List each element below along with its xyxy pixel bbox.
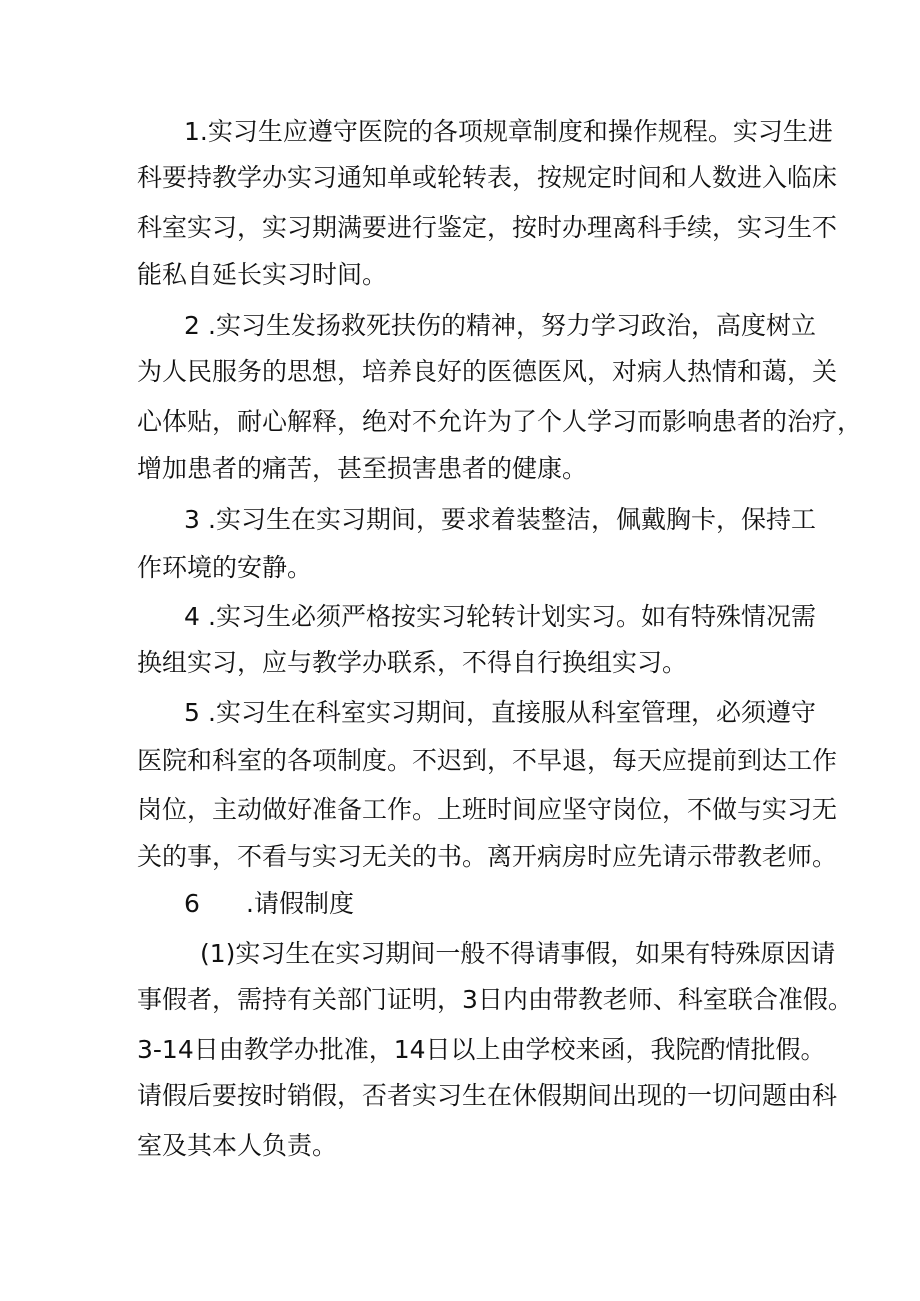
paragraph-2-line-2: 为人民服务的思想，培养良好的医德医风，对病人热情和蔼，关 — [137, 357, 838, 386]
paragraph-2-line-4: 增加患者的痛苦，甚至损害患者的健康。 — [137, 454, 588, 483]
paragraph-5-line-1 — [184, 697, 864, 729]
paragraph-4-text: .实习生必须严格按实习轮转计划实习。如有特殊情况需 — [208, 602, 816, 631]
paragraph-2-number: 2 — [184, 311, 200, 340]
paragraph-5-line-3: 岗位，主动做好准备工作。上班时间应坚守岗位，不做与实习无 — [137, 795, 838, 824]
paragraph-3-line-1 — [184, 504, 864, 536]
paragraph-6-number: 6 — [184, 889, 200, 918]
paragraph-1-line-2: 科要持教学办实习通知单或轮转表，按规定时间和人数进入临床 — [137, 163, 838, 192]
paragraph-2-text: .实习生发扬救死扶伤的精神，努力学习政治，高度树立 — [208, 311, 816, 340]
paragraph-3-line-2: 作环境的安静。 — [137, 553, 313, 582]
paragraph-5-line-2: 医院和科室的各项制度。不迟到，不早退，每天应提前到达工作 — [137, 746, 838, 775]
paragraph-1-line-3: 科室实习，实习期满要进行鉴定，按时办理离科手续，实习生不 — [137, 213, 838, 242]
paragraph-1-line-1: 1.实习生应遵守医院的各项规章制度和操作规程。实习生进 — [184, 117, 833, 146]
paragraph-6-text: .请假制度 — [246, 889, 354, 918]
paragraph-2-line-3: 心体贴，耐心解释，绝对不允许为了个人学习而影响患者的治疗， — [137, 407, 863, 436]
paragraph-5-line-4: 关的事，不看与实习无关的书。离开病房时应先请示带教老师。 — [137, 842, 838, 871]
paragraph-2-line-1 — [184, 310, 864, 342]
subparagraph-1-line-1: (1)实习生在实习期间一般不得请事假，如果有特殊原因请 — [200, 939, 836, 968]
paragraph-4-number: 4 — [184, 602, 200, 631]
paragraph-5-text: .实习生在科室实习期间，直接服从科室管理，必须遵守 — [208, 698, 816, 727]
paragraph-3-text: .实习生在实习期间，要求着装整洁，佩戴胸卡，保持工 — [208, 505, 816, 534]
subparagraph-1-line-2: 事假者，需持有关部门证明，3日内由带教老师、科室联合准假。 — [137, 985, 853, 1014]
paragraph-3-number: 3 — [184, 505, 200, 534]
paragraph-4-line-1 — [184, 601, 864, 633]
subparagraph-1-line-4: 请假后要按时销假，否者实习生在休假期间出现的一切问题由科 — [137, 1081, 838, 1110]
paragraph-1-line-4: 能私自延长实习时间。 — [137, 260, 388, 289]
paragraph-4-line-2: 换组实习，应与教学办联系，不得自行换组实习。 — [137, 648, 688, 677]
subparagraph-1-line-3: 3-14日由教学办批准，14日以上由学校来函，我院酌情批假。 — [137, 1035, 826, 1064]
subparagraph-1-line-5: 室及其本人负责。 — [137, 1131, 338, 1160]
paragraph-6-line-1 — [184, 888, 864, 920]
paragraph-5-number: 5 — [184, 698, 200, 727]
